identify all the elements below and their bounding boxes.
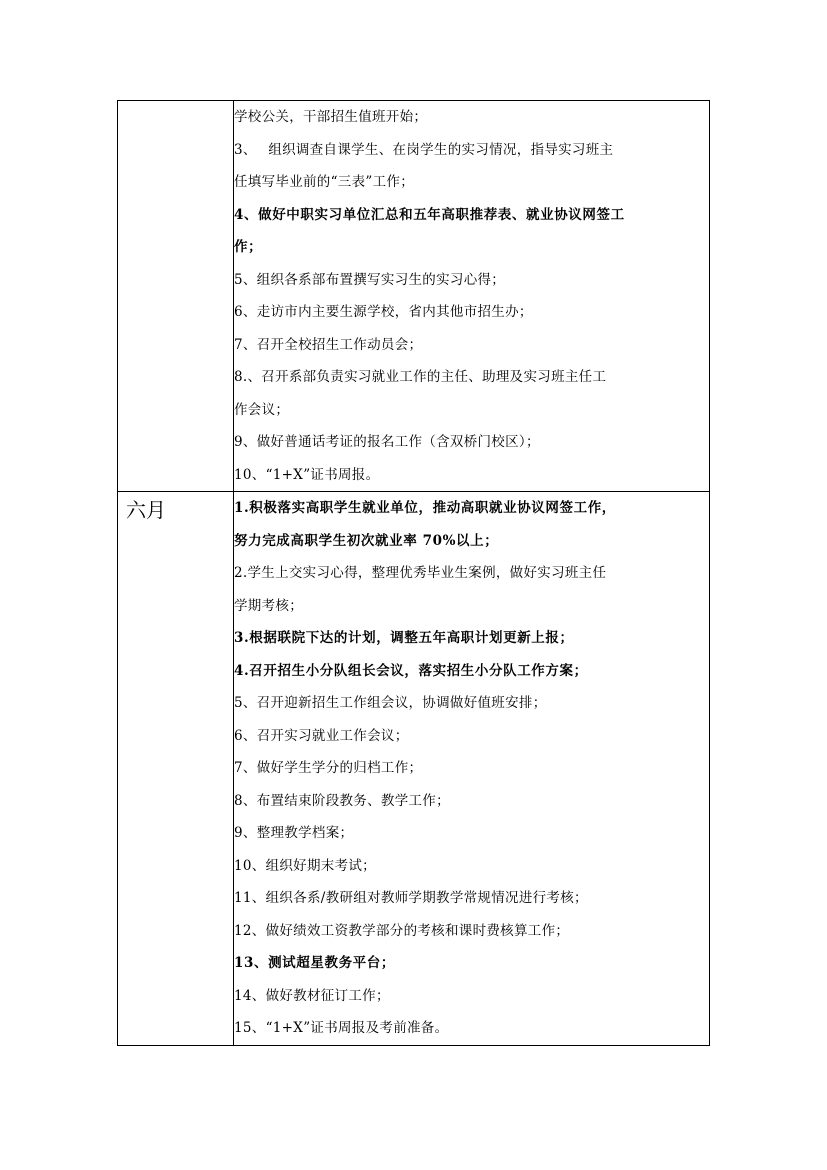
task-line: 13、测试超星教务平台； [234,955,395,971]
task-list-cell [234,101,710,492]
month-cell [118,101,234,492]
task-line: 作； [234,239,263,255]
task-line: 8.、召开系部负责实习就业工作的主任、助理及实习班主任工 [234,369,607,385]
work-plan-table-body [118,101,710,1046]
task-line: 3.根据联院下达的计划，调整五年高职计划更新上报； [234,630,574,646]
table-row [118,101,710,492]
task-line: 作会议； [234,401,290,418]
table-row [118,492,710,1046]
task-line: 任填写毕业前的“三表”工作； [234,174,415,190]
month-label: 六月 [126,498,166,522]
task-line: 1.积极落实高职学生就业单位，推动高职就业协议网签工作， [234,500,616,516]
task-line: 学校公关，干部招生值班开始； [234,109,428,125]
work-plan-table [117,100,710,1046]
task-line: 3、 组织调查自课学生、在岗学生的实习情况，指导实习班主 [234,141,614,158]
task-line: 4.召开招生小分队组长会议，落实招生小分队工作方案； [234,662,588,679]
task-line: 9、做好普通话考证的报名工作（含双桥门校区）； [234,434,540,450]
task-line: 9、整理教学档案； [234,825,354,841]
month-cell [118,492,234,1046]
task-line: 14、做好教材征订工作； [234,987,390,1004]
task-line: 5、召开迎新招生工作组会议，协调做好值班安排； [234,695,547,711]
task-line: 6、走访市内主要生源学校，省内其他市招生办； [234,304,533,320]
task-line: 2.学生上交实习心得，整理优秀毕业生案例，做好实习班主任 [234,565,607,581]
task-line: 努力完成高职学生初次就业率 70%以上； [234,532,499,549]
task-line: 学期考核； [234,597,303,614]
task-line: 12、做好绩效工资教学部分的考核和课时费核算工作； [234,922,570,939]
task-line: 5、组织各系部布置撰写实习生的实习心得； [234,271,506,288]
task-line: 8、布置结束阶段教务、教学工作； [234,792,450,809]
task-line: 11、组织各系/教研组对教师学期教学常规情况进行考核； [234,890,588,906]
task-line: 10、组织好期末考试； [234,857,376,874]
task-line: 7、做好学生学分的归档工作； [234,760,423,776]
task-line: 7、召开全校招生工作动员会； [234,336,423,353]
task-line: 15、“1+X”证书周报及考前准备。 [234,1020,449,1036]
task-line: 10、“1+X”证书周报。 [234,466,380,483]
task-list-cell [234,492,710,1046]
task-line: 4、做好中职实习单位汇总和五年高职推荐表、就业协议网签工 [234,206,625,223]
task-line: 6、召开实习就业工作会议； [234,727,409,744]
